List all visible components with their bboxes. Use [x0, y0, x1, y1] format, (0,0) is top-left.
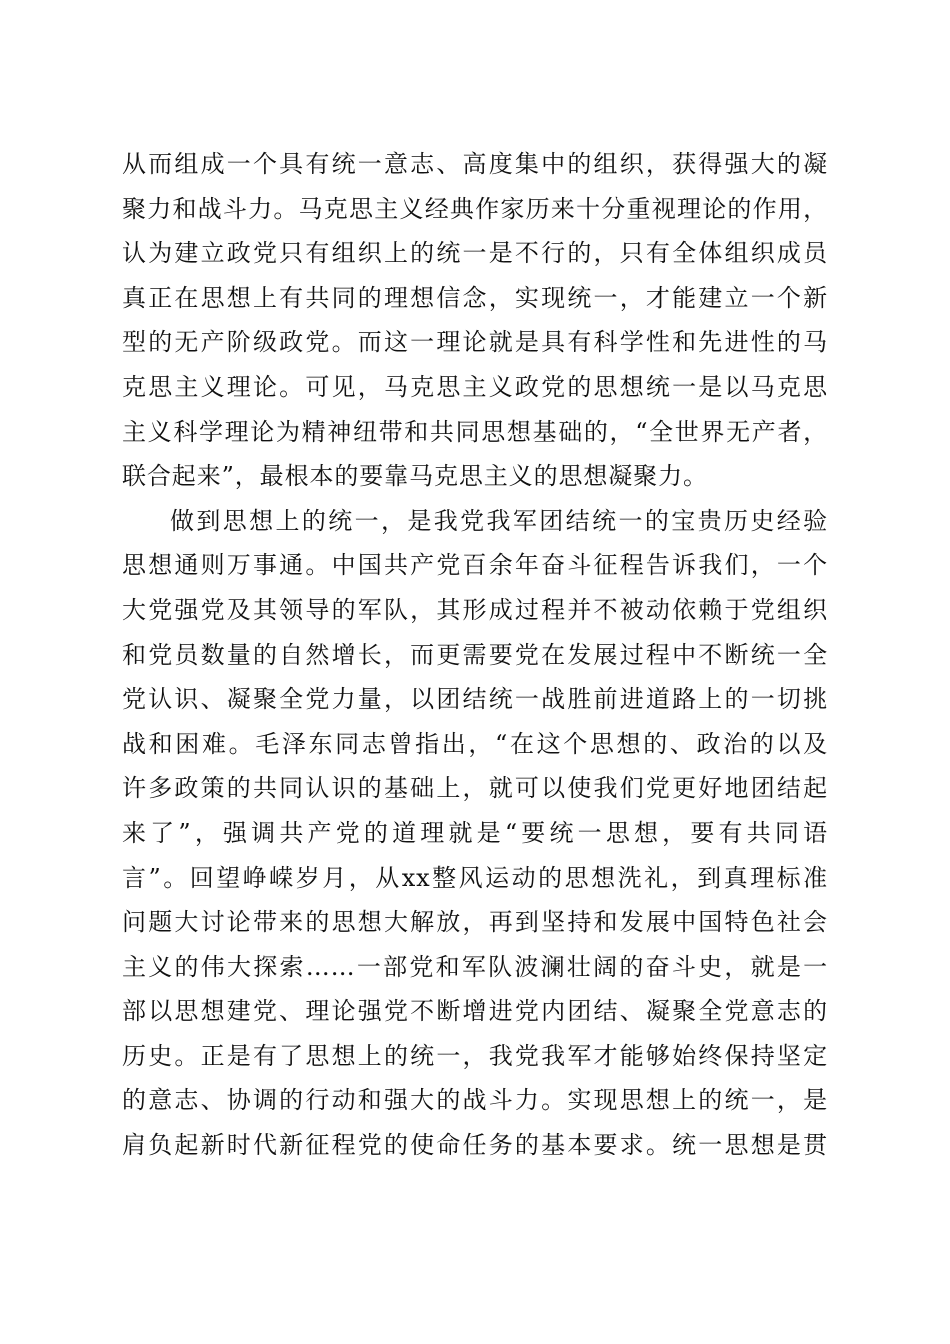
text-line: 来了”，强调共产党的道理就是“要统一思想，要有共同语: [122, 818, 828, 847]
text-line: 聚力和战斗力。马克思主义经典作家历来十分重视理论的作用，: [122, 194, 828, 223]
text-line: 的意志、协调的行动和强大的战斗力。实现思想上的统一，是: [122, 1086, 828, 1115]
text-line: 和党员数量的自然增长，而更需要党在发展过程中不断统一全: [122, 640, 828, 669]
text-line: 主义的伟大探索……一部党和军队波澜壮阔的奋斗史，就是一: [122, 952, 828, 981]
text-line: 问题大讨论带来的思想大解放，再到坚持和发展中国特色社会: [122, 908, 828, 937]
text-line: 党认识、凝聚全党力量，以团结统一战胜前进道路上的一切挑: [122, 685, 828, 714]
paragraph-heading-line: 做到思想上的统一，是我党我军团结统一的宝贵历史经验: [170, 506, 828, 535]
text-line: 真正在思想上有共同的理想信念，实现统一，才能建立一个新: [122, 283, 828, 312]
text-line: 型的无产阶级政党。而这一理论就是具有科学性和先进性的马: [122, 328, 828, 357]
text-line: 从而组成一个具有统一意志、高度集中的组织，获得强大的凝: [122, 150, 828, 178]
text-line-paragraph-end: 联合起来”，最根本的要靠马克思主义的思想凝聚力。: [122, 462, 708, 491]
text-line: 部以思想建党、理论强党不断增进党内团结、凝聚全党意志的: [122, 997, 828, 1026]
text-line: 主义科学理论为精神纽带和共同思想基础的，“全世界无产者，: [122, 417, 828, 446]
text-line: 肩负起新时代新征程党的使命任务的基本要求。统一思想是贯: [122, 1131, 828, 1160]
text-line: 认为建立政党只有组织上的统一是不行的，只有全体组织成员: [122, 239, 828, 268]
text-line: 言”。回望峥嵘岁月，从xx整风运动的思想洗礼，到真理标准: [122, 863, 828, 892]
text-line: 许多政策的共同认识的基础上，就可以使我们党更好地团结起: [122, 774, 828, 803]
text-line: 战和困难。毛泽东同志曾指出，“在这个思想的、政治的以及: [122, 729, 828, 758]
body-text: [122, 142, 828, 1168]
text-line: 克思主义理论。可见，马克思主义政党的思想统一是以马克思: [122, 372, 828, 401]
text-line: 历史。正是有了思想上的统一，我党我军才能够始终保持坚定: [122, 1041, 828, 1070]
text-line: 思想通则万事通。中国共产党百余年奋斗征程告诉我们，一个: [122, 551, 828, 580]
text-line: 大党强党及其领导的军队，其形成过程并不被动依赖于党组织: [122, 595, 828, 624]
